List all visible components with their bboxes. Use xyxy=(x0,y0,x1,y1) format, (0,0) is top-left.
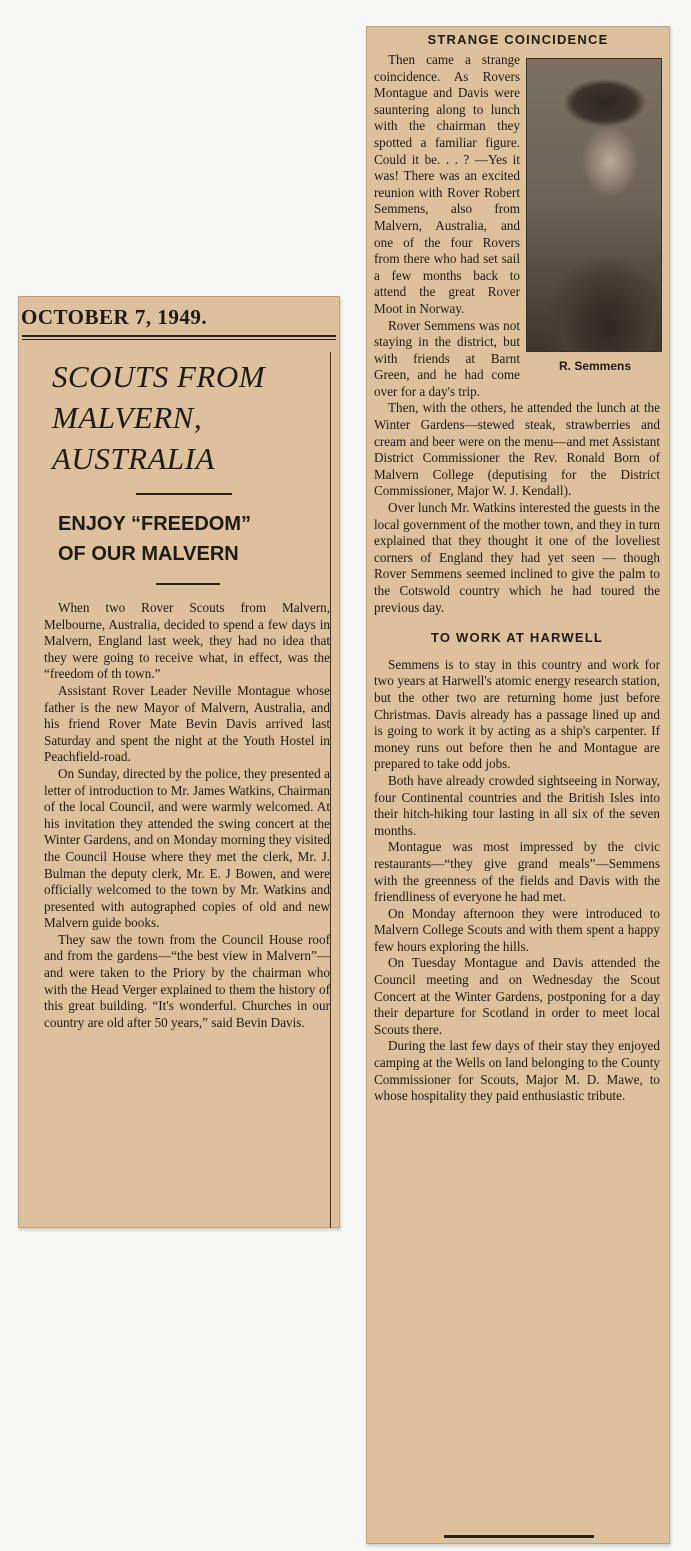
subheadline-line: OF OUR MALVERN xyxy=(58,543,239,565)
dateline-rule xyxy=(22,335,336,337)
paragraph: On Sunday, directed by the police, they presented a letter of introduction to Mr. James Watkins, Chairman of the local Council, and were warmly welcomed. At his invitation they attended the swing concert at the Winter Gardens, and on Monday morning they visited the Council House where they met the clerk, Mr. J. Bulman the deputy clerk, Mr. E. J Bowen, and were officially welcomed to the town by Mr. Watkins and presented with autographed copies of old and new Malvern guide books. xyxy=(44,765,330,931)
article-body-left xyxy=(44,600,330,1031)
article-body-right xyxy=(374,52,660,1105)
paragraph: Then came a strange coincidence. As Rovers Montague and Davis were sauntering along to lunch with the chairman they spotted a familiar figure. Could it be. . . ? —Yes it was! There was an excited reunion with Rover Robert Semmens, also from Malvern, Australia, and one of the four Rovers from there who had set sail a few months back to attend the great Rover Moot in Norway. xyxy=(374,52,520,316)
subheadline-line: ENJOY “FREEDOM” xyxy=(58,513,251,535)
headline-line: SCOUTS FROM xyxy=(52,359,266,394)
paragraph: They saw the town from the Council House roof and from the gardens—“the best view in Malvern”—and were taken to the Priory by the chairman who with the Head Verger explained to them the history of this great building. “It's wonderful. Churches in our country are old after 50 years,” said Bevin Davis. xyxy=(44,931,330,1030)
paragraph: During the last few days of their stay they enjoyed camping at the Wells on land belonging to the County Commissioner for Scouts, Major M. D. Mawe, to whose hospitality they paid enthusiastic tribute. xyxy=(374,1038,660,1104)
section-heading-harwell: TO WORK AT HARWELL xyxy=(430,630,604,646)
portrait-photo-block xyxy=(526,58,664,375)
column-rule xyxy=(330,352,331,1228)
paragraph: On Monday afternoon they were introduced to Malvern College Scouts and with them spent a happy few hours exploring the hills. xyxy=(374,905,660,954)
paragraph: Montague was most impressed by the civic restaurants—“they give grand meals”—Semmens with the greenness of the fields and Davis with the friendliness of everyone he had met. xyxy=(374,839,660,905)
headline-divider xyxy=(136,493,232,495)
subheadline-divider xyxy=(156,583,220,585)
paragraph: Rover Semmens was not staying in the district, but with friends at Barnt Green, and he had come over for a day's trip. xyxy=(374,317,520,399)
right-newspaper-clipping xyxy=(366,26,670,1544)
headline xyxy=(52,356,340,479)
paragraph: Over lunch Mr. Watkins interested the guests in the local government of the mother town, and they in turn explained that they thought it one of the loveliest corners of England they had yet seen — though Rover Semmens seemed inclined to give the palm to the Cotswold country which he had toured the previous day. xyxy=(374,500,660,615)
section-heading-strange-coincidence: STRANGE COINCIDENCE xyxy=(427,32,609,47)
paragraph: Then, with the others, he attended the lunch at the Winter Gardens—stewed steak, strawberries and cream and beer were on the menu—and met Assistant District Commissioner the Rev. Ronald Born of Malvern College (deputising for the District Commissioner, Major W. J. Kendall). xyxy=(374,400,660,499)
photo-caption: R. Semmens xyxy=(558,359,632,373)
headline-line: AUSTRALIA xyxy=(52,441,215,476)
portrait-photo xyxy=(526,58,662,352)
headline-line: MALVERN, xyxy=(52,400,203,435)
paragraph: Semmens is to stay in this country and work for two years at Harwell's atomic energy research station, but the other two are returning home just before Christmas. Davis already has a passage lined up and is going to work it by acting as a ship's carpenter. If money runs out before then he and Montague are prepared to take odd jobs. xyxy=(374,656,660,772)
paragraph: Both have already crowded sightseeing in Norway, four Continental countries and the British Isles into their hitch-hiking tour lasting in all six of the seven months. xyxy=(374,772,660,838)
dateline-rule-thin xyxy=(22,339,336,340)
paragraph: On Tuesday Montague and Davis attended the Council meeting and on Wednesday the Scout Concert at the Winter Gardens, postponing for a day their departure for Scotland in order to meet local Scouts there. xyxy=(374,955,660,1037)
left-newspaper-clipping xyxy=(18,296,340,1228)
subheadline xyxy=(58,509,340,569)
paragraph: Assistant Rover Leader Neville Montague whose father is the new Mayor of Malvern, Australia, and his friend Rover Mate Bevin Davis arrived last Saturday and spent the night at the Youth Hostel in Peachfield-road. xyxy=(44,682,330,765)
end-rule xyxy=(444,1535,594,1538)
paragraph: When two Rover Scouts from Malvern, Melbourne, Australia, decided to spend a few days in Malvern, England last week, they had no idea that they were going to receive what, in effect, was the “freedom of th town.” xyxy=(44,600,330,682)
dateline: OCTOBER 7, 1949. xyxy=(21,305,208,329)
